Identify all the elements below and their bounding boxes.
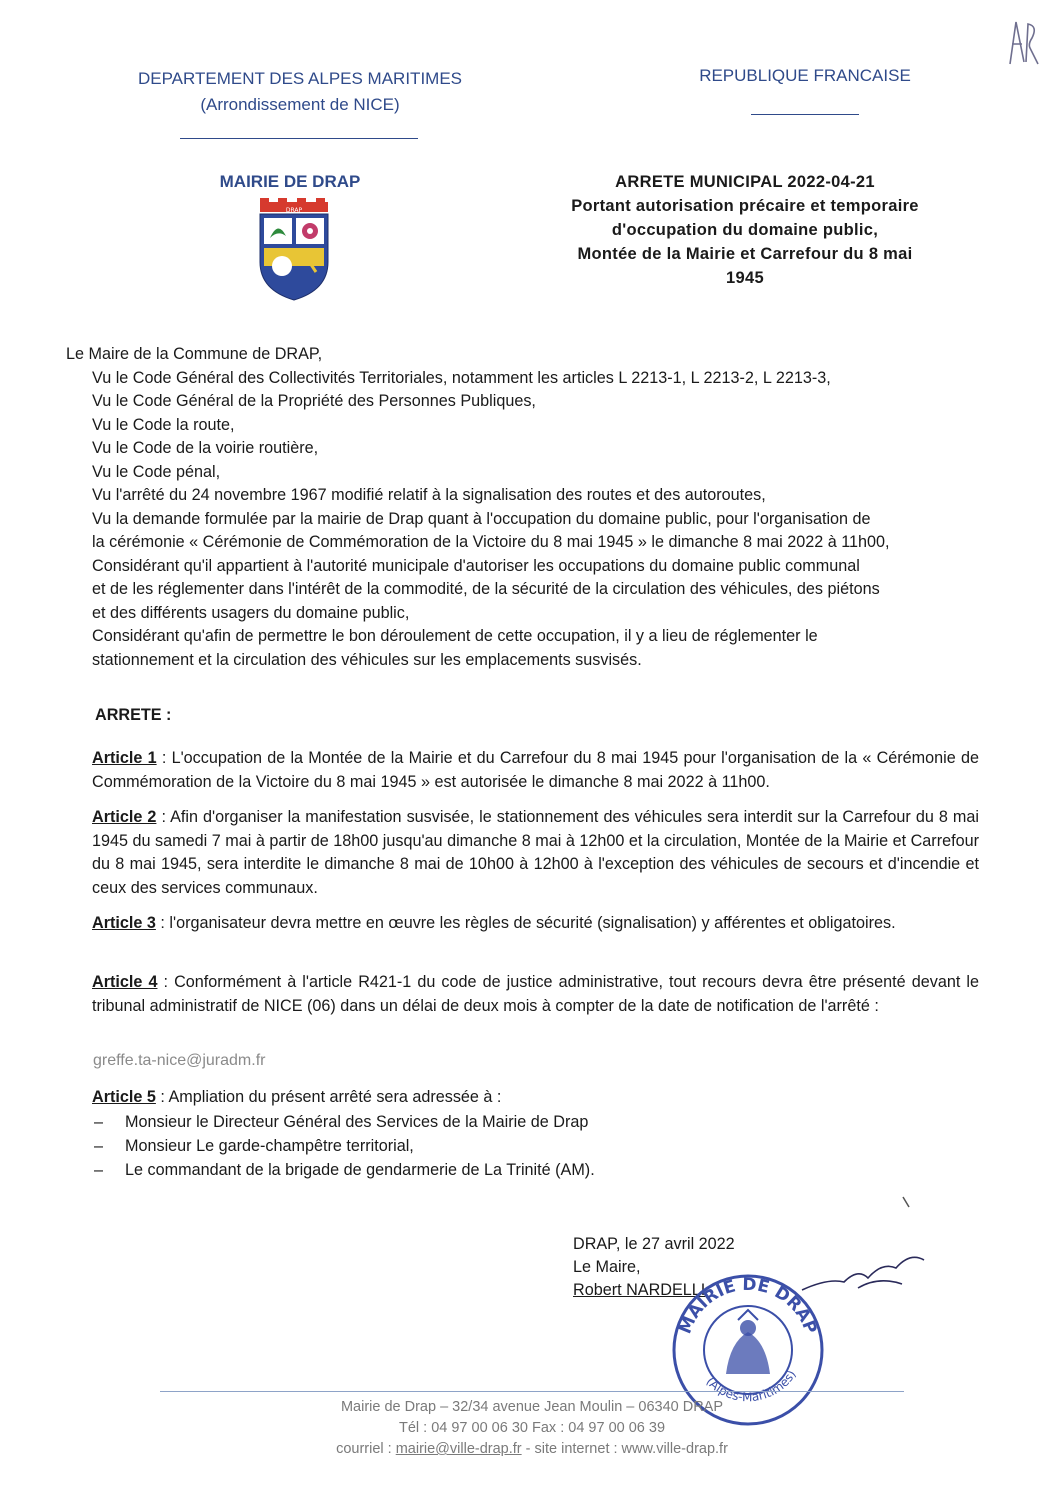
pen-mark-icon [900,1195,914,1209]
place-date: DRAP, le 27 avril 2022 [573,1235,735,1253]
republique-header: REPUBLIQUE FRANCAISE [699,66,911,85]
article-label: Article 5 [92,1088,156,1106]
article-4 [92,971,979,1018]
footer-contact: courriel : mairie@ville-drap.fr - site internet : www.ville-drap.fr [336,1441,728,1457]
considerant-line: Considérant qu'il appartient à l'autorité municipale d'autoriser les occupations du domaine public communal [92,556,860,575]
arrete-subject-line: Montée de la Mairie et Carrefour du 8 mai [577,245,913,263]
svg-text:DRAP: DRAP [285,207,303,214]
mairie-title: MAIRIE DE DRAP [219,172,361,191]
article-label: Article 2 [92,808,157,826]
footer [160,1397,904,1460]
article-text: : l'organisateur devra mettre en œuvre les règles de sécurité (signalisation) y afférentes et obligatoires. [155,914,896,932]
article-text: : Afin d'organiser la manifestation susvisée, le stationnement des véhicules sera interdit sur la Carrefour du 8 mai 1945 du samedi 7 mai à partir de 18h00 jusqu'au dimanche 8 mai à 12h00 et la circulation, Montée de la Mairie et Carrefour du 8 mai 1945, sera interdite le dimanche 8 mai de 10h00 à 12h00 à l'exception des véhicules de secours et d'incendie et ceux des services communaux. [92,808,979,897]
article-5 [92,1086,979,1110]
visa-line: Vu le Code Général de la Propriété des Personnes Publiques, [92,392,536,410]
visa-line: Vu le Code la route, [92,415,235,434]
preamble [66,343,981,672]
considerant-line: stationnement et la circulation des véhicules sur les emplacements susvisés. [92,650,642,669]
footer-email-link[interactable]: mairie@ville-drap.fr [395,1441,522,1457]
visa-line: la cérémonie « Cérémonie de Commémoration de la Victoire du 8 mai 1945 » le dimanche 8 mai 2022 à 11h00, [92,533,890,551]
article-label: Article 1 [92,749,157,767]
article-label: Article 3 [92,914,156,932]
list-item: – Monsieur le Directeur Général des Services de la Mairie de Drap [92,1110,892,1134]
department-header [120,66,480,118]
footer-website[interactable]: - site internet : www.ville-drap.fr [521,1441,728,1457]
header-right-divider [751,114,859,115]
preamble-intro: Le Maire de la Commune de DRAP, [66,345,323,363]
arrete-subject-line: Portant autorisation précaire et temporaire [571,197,919,215]
svg-text:MAIRIE DE DRAP: MAIRIE DE DRAP [675,1274,821,1337]
article-2 [92,806,979,900]
arrete-heading: ARRETE : [95,706,172,724]
footer-address: Mairie de Drap – 32/34 avenue Jean Moulin – 06340 DRAP [340,1399,724,1415]
article-text: : L'occupation de la Montée de la Mairie et du Carrefour du 8 mai 1945 pour l'organisation de la « Cérémonie de Commémoration de la Victoire du 8 mai 1945 » est autorisée le dimanche 8 mai 2022 à 11h00. [92,749,979,791]
arrete-subject-line: d'occupation du domaine public, [611,221,879,239]
visa-line: Vu le Code de la voirie routière, [92,439,319,457]
header-left-divider [180,138,418,139]
coat-of-arms-icon [254,198,334,302]
footer-divider [160,1391,904,1392]
visa-line: Vu la demande formulée par la mairie de Drap quant à l'occupation du domaine public, pour l'organisation de [92,509,871,528]
visa-line: Vu le Code Général des Collectivités Territoriales, notamment les articles L 2213-1, L 2213-2, L 2213-3, [92,368,831,387]
arrondissement: (Arrondissement de NICE) [200,95,400,114]
arrete-number: ARRETE MUNICIPAL 2022-04-21 [615,173,875,191]
article-1 [92,747,979,794]
list-item: – Le commandant de la brigade de gendarmerie de La Trinité (AM). [92,1158,892,1182]
footer-phone-fax: Tél : 04 97 00 06 30 Fax : 04 97 00 06 39 [398,1420,666,1436]
signer-role: Le Maire, [573,1258,641,1276]
article-label: Article 4 [92,973,158,991]
arrete-title [520,170,970,290]
list-item: – Monsieur Le garde-champêtre territorial, [92,1134,892,1158]
article-text: : Conformément à l'article R421-1 du code de justice administrative, tout recours devra être présenté devant le tribunal administratif de NICE (06) dans un délai de deux mois à compter de la date de notification de l'arrêté : [92,973,979,1015]
article-3 [92,912,979,936]
signer-name: Robert NARDELLI [573,1281,706,1299]
recipient-list [92,1110,892,1182]
considerant-line: et des différents usagers du domaine public, [92,603,410,622]
arrete-subject-line: 1945 [726,269,764,287]
svg-text:(Alpes-Maritimes): (Alpes-Maritimes) [703,1367,799,1405]
initials-mark [1002,14,1042,74]
considerant-line: Considérant qu'afin de permettre le bon déroulement de cette occupation, il y a lieu de réglementer le [92,627,818,645]
visa-line: Vu l'arrêté du 24 novembre 1967 modifié relatif à la signalisation des routes et des autoroutes, [92,486,766,504]
considerant-line: et de les réglementer dans l'intérêt de la commodité, de la sécurité de la circulation des véhicules, des piétons [92,580,880,598]
article-text: : Ampliation du présent arrêté sera adressée à : [155,1088,502,1106]
department-name: DEPARTEMENT DES ALPES MARITIMES [137,69,463,88]
visa-line: Vu le Code pénal, [92,462,221,481]
tribunal-email-link[interactable]: greffe.ta-nice@juradm.fr [93,1052,266,1069]
